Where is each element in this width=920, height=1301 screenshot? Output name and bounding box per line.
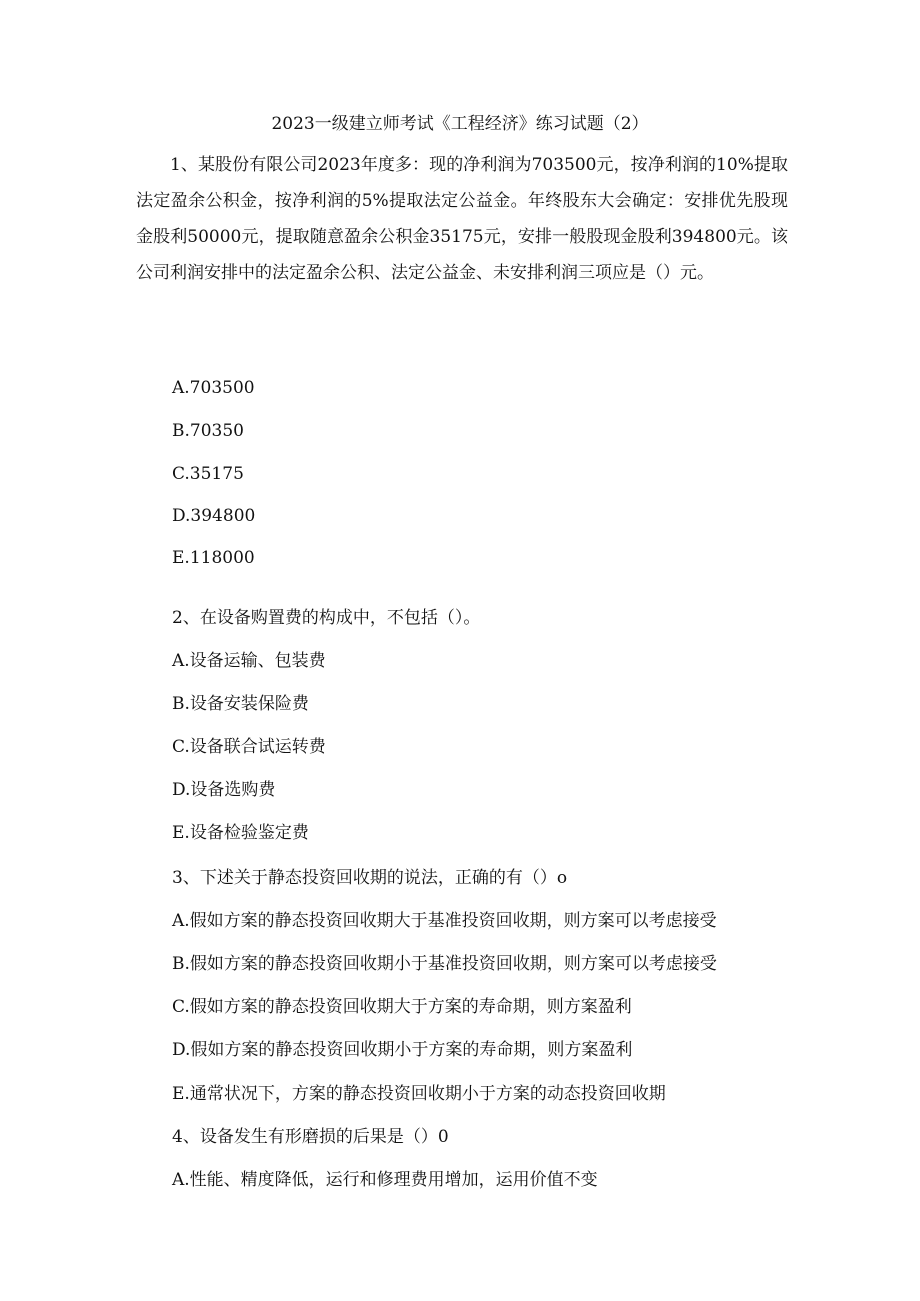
question-3-option-d: D.假如方案的静态投资回收期小于方案的寿命期，则方案盈利: [172, 1040, 633, 1060]
question-2-option-c: C.设备联合试运转费: [172, 737, 326, 757]
question-2-option-a: A.设备运输、包装费: [172, 651, 326, 671]
question-1-option-a: A.703500: [172, 378, 255, 398]
question-2-stem: 2、在设备购置费的构成中，不包括（）。: [172, 608, 481, 628]
question-3-option-a: A.假如方案的静态投资回收期大于基准投资回收期，则方案可以考虑接受: [172, 911, 717, 931]
question-3-option-b: B.假如方案的静态投资回收期小于基准投资回收期，则方案可以考虑接受: [172, 954, 717, 974]
question-2-option-b: B.设备安装保险费: [172, 694, 309, 714]
question-3-option-e: E.通常状况下，方案的静态投资回收期小于方案的动态投资回收期: [172, 1084, 666, 1104]
question-1-option-d: D.394800: [172, 506, 256, 526]
question-4-stem: 4、设备发生有形磨损的后果是（）0: [172, 1127, 449, 1147]
question-2-option-d: D.设备选购费: [172, 780, 276, 800]
question-3-option-c: C.假如方案的静态投资回收期大于方案的寿命期，则方案盈利: [172, 997, 632, 1017]
question-1-option-e: E.118000: [172, 548, 255, 568]
question-1-option-b: B.70350: [172, 421, 244, 441]
document-title: 2023一级建立师考试《工程经济》练习试题（2）: [271, 114, 649, 134]
question-1-stem: 1、某股份有限公司2023年度多：现的净利润为703500元，按净利润的10%提取法定盈余公积金，按净利润的5%提取法定公益金。年终股东大会确定：安排优先股现金股利50000元，提取随意盈余公积金35175元，安排一般股现金股利394800元。该公司利润安排中的法定盈余公积、法定公益金、未安排利润三项应是（）元。: [136, 155, 788, 283]
question-4-option-a: A.性能、精度降低，运行和修理费用增加，运用价值不变: [172, 1170, 598, 1190]
question-2-option-e: E.设备检验鉴定费: [172, 823, 309, 843]
question-3-stem: 3、下述关于静态投资回收期的说法，正确的有（）o: [172, 868, 568, 888]
question-1-option-c: C.35175: [172, 464, 244, 484]
